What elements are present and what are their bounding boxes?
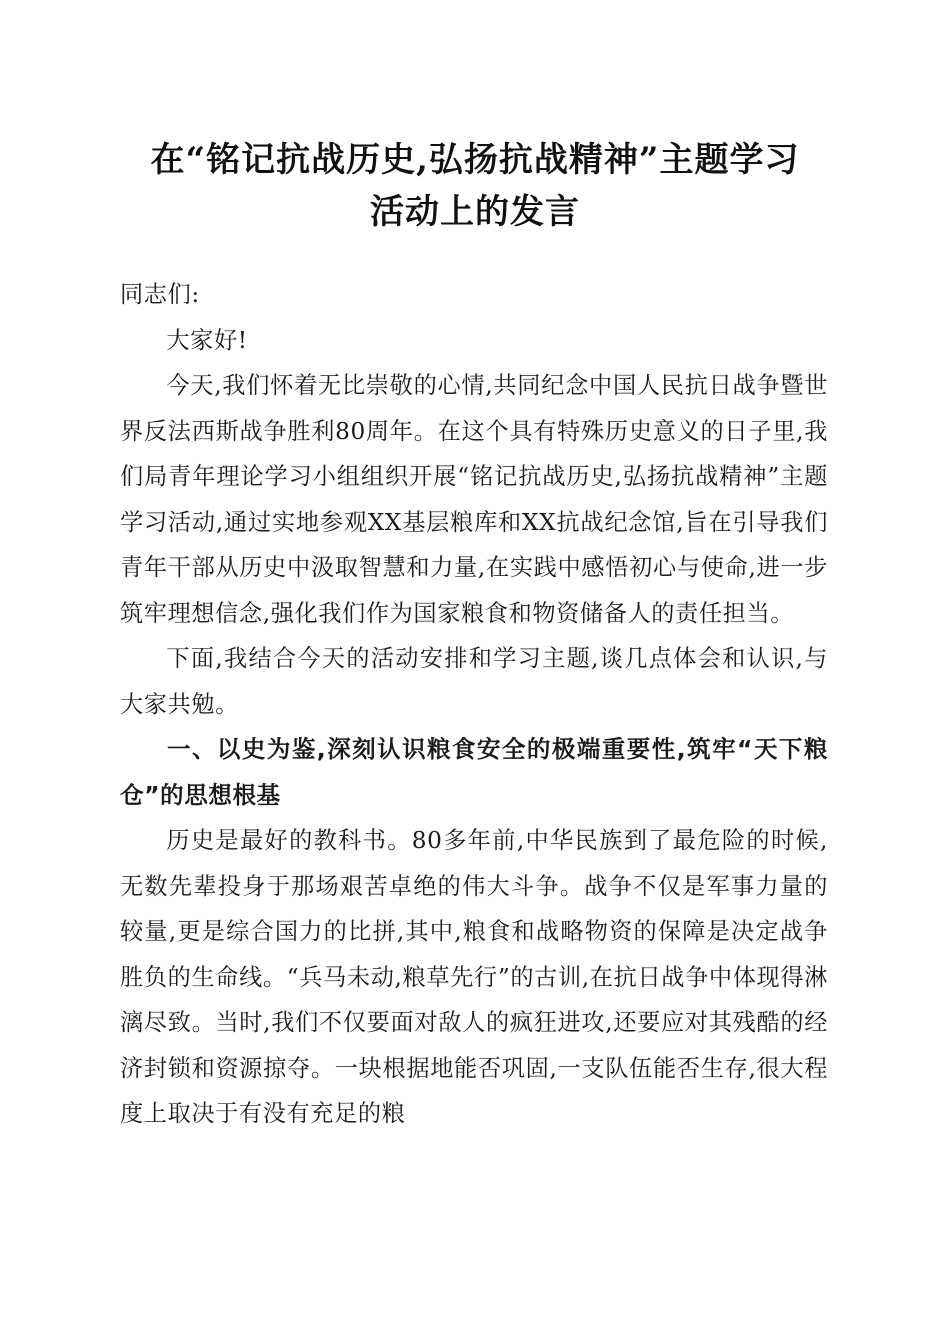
title-line-2: 活动上的发言 [370, 192, 580, 232]
paragraph-intro: 今天,我们怀着无比崇敬的心情,共同纪念中国人民抗日战争暨世界反法西斯战争胜利80周年。在这个具有特殊历史意义的日子里,我们局青年理论学习小组组织开展“铭记抗战历史,弘扬抗战精神”主题学习活动,通过实地参观XX基层粮库和XX抗战纪念馆,旨在引导我们青年干部从历史中汲取智慧和力量,在实践中感悟初心与使命,进一步筑牢理想信念,强化我们作为国家粮食和物资储备人的责任担当。 [120, 372, 828, 627]
document-title [100, 134, 850, 238]
paragraph-outline: 下面,我结合今天的活动安排和学习主题,谈几点体会和认识,与大家共勉。 [120, 645, 828, 718]
paragraph-history: 历史是最好的教科书。80多年前,中华民族到了最危险的时候,无数先辈投身于那场艰苦卓绝的伟大斗争。战争不仅是军事力量的较量,更是综合国力的比拼,其中,粮食和战略物资的保障是决定战争胜负的生命线。“兵马未动,粮草先行”的古训,在抗日战争中体现得淋漓尽致。当时,我们不仅要面对敌人的疯狂进攻,还要应对其残酷的经济封锁和资源掠夺。一块根据地能否巩固,一支队伍能否生存,很大程度上取决于有没有充足的粮 [120, 827, 828, 1127]
greeting: 大家好! [166, 326, 248, 354]
salutation: 同志们: [120, 281, 200, 308]
document-body [120, 272, 828, 1137]
title-line-1: 在“铭记抗战历史,弘扬抗战精神”主题学习 [150, 140, 800, 180]
section-heading-1: 一、以史为鉴,深刻认识粮食安全的极端重要性,筑牢“天下粮仓”的思想根基 [120, 735, 828, 809]
